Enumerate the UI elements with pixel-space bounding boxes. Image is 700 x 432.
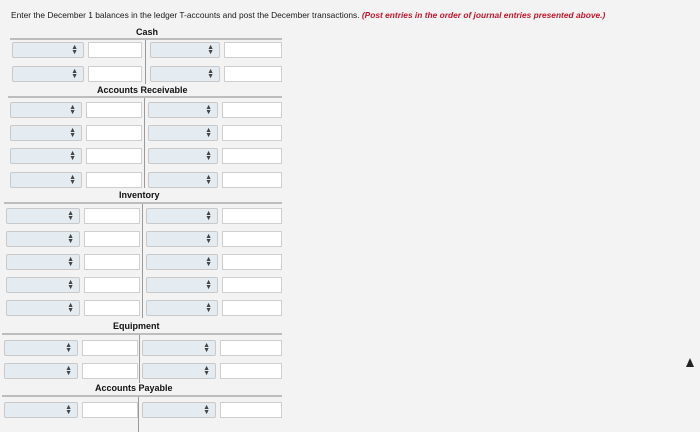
select-arrows-icon: ▲ ▼	[203, 404, 210, 416]
credit-account-select[interactable]	[146, 231, 218, 247]
debit-account-select[interactable]	[4, 363, 78, 379]
t-account-row	[8, 125, 284, 143]
credit-account-select[interactable]	[146, 254, 218, 270]
t-account-header-line	[2, 333, 282, 335]
select-arrows-icon: ▲ ▼	[205, 233, 212, 245]
select-arrows-icon: ▲ ▼	[65, 365, 72, 377]
select-arrows-icon: ▲ ▼	[65, 342, 72, 354]
debit-amount-input[interactable]	[82, 340, 138, 356]
debit-account-select[interactable]	[6, 300, 80, 316]
instruction-text: Enter the December 1 balances in the ledger T-accounts and post the December transactions.	[11, 10, 360, 20]
t-account-row	[2, 363, 284, 381]
select-arrows-icon: ▲ ▼	[205, 127, 212, 139]
debit-account-select[interactable]	[12, 66, 84, 82]
select-arrows-icon: ▲ ▼	[67, 279, 74, 291]
debit-account-select[interactable]	[10, 125, 82, 141]
credit-amount-input[interactable]	[220, 402, 282, 418]
debit-account-select[interactable]	[10, 148, 82, 164]
debit-amount-input[interactable]	[86, 148, 142, 164]
t-account-row	[10, 42, 285, 60]
debit-amount-input[interactable]	[86, 102, 142, 118]
t-account-title: Inventory	[119, 190, 160, 200]
t-account-row	[8, 148, 284, 166]
credit-amount-input[interactable]	[224, 42, 282, 58]
credit-account-select[interactable]	[150, 66, 220, 82]
credit-account-select[interactable]	[142, 402, 216, 418]
select-arrows-icon: ▲ ▼	[203, 365, 210, 377]
select-arrows-icon: ▲ ▼	[205, 256, 212, 268]
t-account-row	[4, 277, 284, 295]
credit-amount-input[interactable]	[220, 340, 282, 356]
credit-account-select[interactable]	[146, 300, 218, 316]
select-arrows-icon: ▲ ▼	[205, 279, 212, 291]
credit-amount-input[interactable]	[220, 363, 282, 379]
debit-account-select[interactable]	[6, 231, 80, 247]
select-arrows-icon: ▲ ▼	[205, 174, 212, 186]
select-arrows-icon: ▲ ▼	[205, 210, 212, 222]
credit-account-select[interactable]	[146, 208, 218, 224]
select-arrows-icon: ▲ ▼	[71, 44, 78, 56]
credit-amount-input[interactable]	[222, 254, 282, 270]
credit-account-select[interactable]	[148, 125, 218, 141]
select-arrows-icon: ▲ ▼	[69, 127, 76, 139]
t-account-row	[4, 208, 284, 226]
debit-amount-input[interactable]	[86, 125, 142, 141]
t-account-row	[8, 102, 284, 120]
credit-amount-input[interactable]	[222, 125, 282, 141]
debit-amount-input[interactable]	[84, 208, 140, 224]
credit-amount-input[interactable]	[222, 300, 282, 316]
t-account-row	[2, 340, 284, 358]
t-account-header-line	[8, 96, 282, 98]
select-arrows-icon: ▲ ▼	[203, 342, 210, 354]
debit-amount-input[interactable]	[82, 363, 138, 379]
select-arrows-icon: ▲ ▼	[207, 68, 214, 80]
t-account-row	[4, 300, 284, 318]
debit-account-select[interactable]	[12, 42, 84, 58]
credit-amount-input[interactable]	[222, 102, 282, 118]
credit-account-select[interactable]	[150, 42, 220, 58]
select-arrows-icon: ▲ ▼	[69, 174, 76, 186]
debit-account-select[interactable]	[10, 172, 82, 188]
t-account-row	[8, 172, 284, 190]
debit-amount-input[interactable]	[84, 254, 140, 270]
select-arrows-icon: ▲ ▼	[67, 302, 74, 314]
debit-account-select[interactable]	[4, 402, 78, 418]
debit-amount-input[interactable]	[88, 66, 142, 82]
instruction	[11, 10, 605, 20]
debit-amount-input[interactable]	[82, 402, 138, 418]
t-account-header-line	[2, 395, 282, 397]
t-account-row	[4, 254, 284, 272]
debit-amount-input[interactable]	[84, 231, 140, 247]
credit-account-select[interactable]	[146, 277, 218, 293]
select-arrows-icon: ▲ ▼	[67, 210, 74, 222]
debit-amount-input[interactable]	[86, 172, 142, 188]
credit-account-select[interactable]	[148, 102, 218, 118]
t-account-row	[10, 66, 285, 84]
credit-amount-input[interactable]	[224, 66, 282, 82]
credit-amount-input[interactable]	[222, 231, 282, 247]
credit-account-select[interactable]	[142, 340, 216, 356]
credit-amount-input[interactable]	[222, 148, 282, 164]
debit-account-select[interactable]	[6, 208, 80, 224]
select-arrows-icon: ▲ ▼	[207, 44, 214, 56]
select-arrows-icon: ▲ ▼	[205, 104, 212, 116]
debit-amount-input[interactable]	[88, 42, 142, 58]
select-arrows-icon: ▲ ▼	[67, 233, 74, 245]
select-arrows-icon: ▲ ▼	[65, 404, 72, 416]
credit-amount-input[interactable]	[222, 277, 282, 293]
credit-account-select[interactable]	[148, 172, 218, 188]
select-arrows-icon: ▲ ▼	[69, 104, 76, 116]
t-account-row	[2, 402, 284, 420]
instruction-note: (Post entries in the order of journal entries presented above.)	[361, 10, 606, 20]
debit-amount-input[interactable]	[84, 300, 140, 316]
t-account-header-line	[10, 38, 282, 40]
select-arrows-icon: ▲ ▼	[71, 68, 78, 80]
credit-account-select[interactable]	[148, 148, 218, 164]
debit-account-select[interactable]	[4, 340, 78, 356]
t-account-title: Accounts Payable	[95, 383, 173, 393]
select-arrows-icon: ▲ ▼	[67, 256, 74, 268]
select-arrows-icon: ▲ ▼	[69, 150, 76, 162]
debit-account-select[interactable]	[10, 102, 82, 118]
t-account-title: Accounts Receivable	[97, 85, 188, 95]
mouse-cursor-icon	[686, 358, 694, 367]
credit-amount-input[interactable]	[222, 208, 282, 224]
debit-account-select[interactable]	[6, 277, 80, 293]
t-account-header-line	[4, 202, 282, 204]
t-account-row	[4, 231, 284, 249]
credit-amount-input[interactable]	[222, 172, 282, 188]
debit-account-select[interactable]	[6, 254, 80, 270]
t-account-title: Equipment	[113, 321, 160, 331]
select-arrows-icon: ▲ ▼	[205, 150, 212, 162]
t-account-title: Cash	[136, 27, 159, 37]
credit-account-select[interactable]	[142, 363, 216, 379]
select-arrows-icon: ▲ ▼	[205, 302, 212, 314]
debit-amount-input[interactable]	[84, 277, 140, 293]
